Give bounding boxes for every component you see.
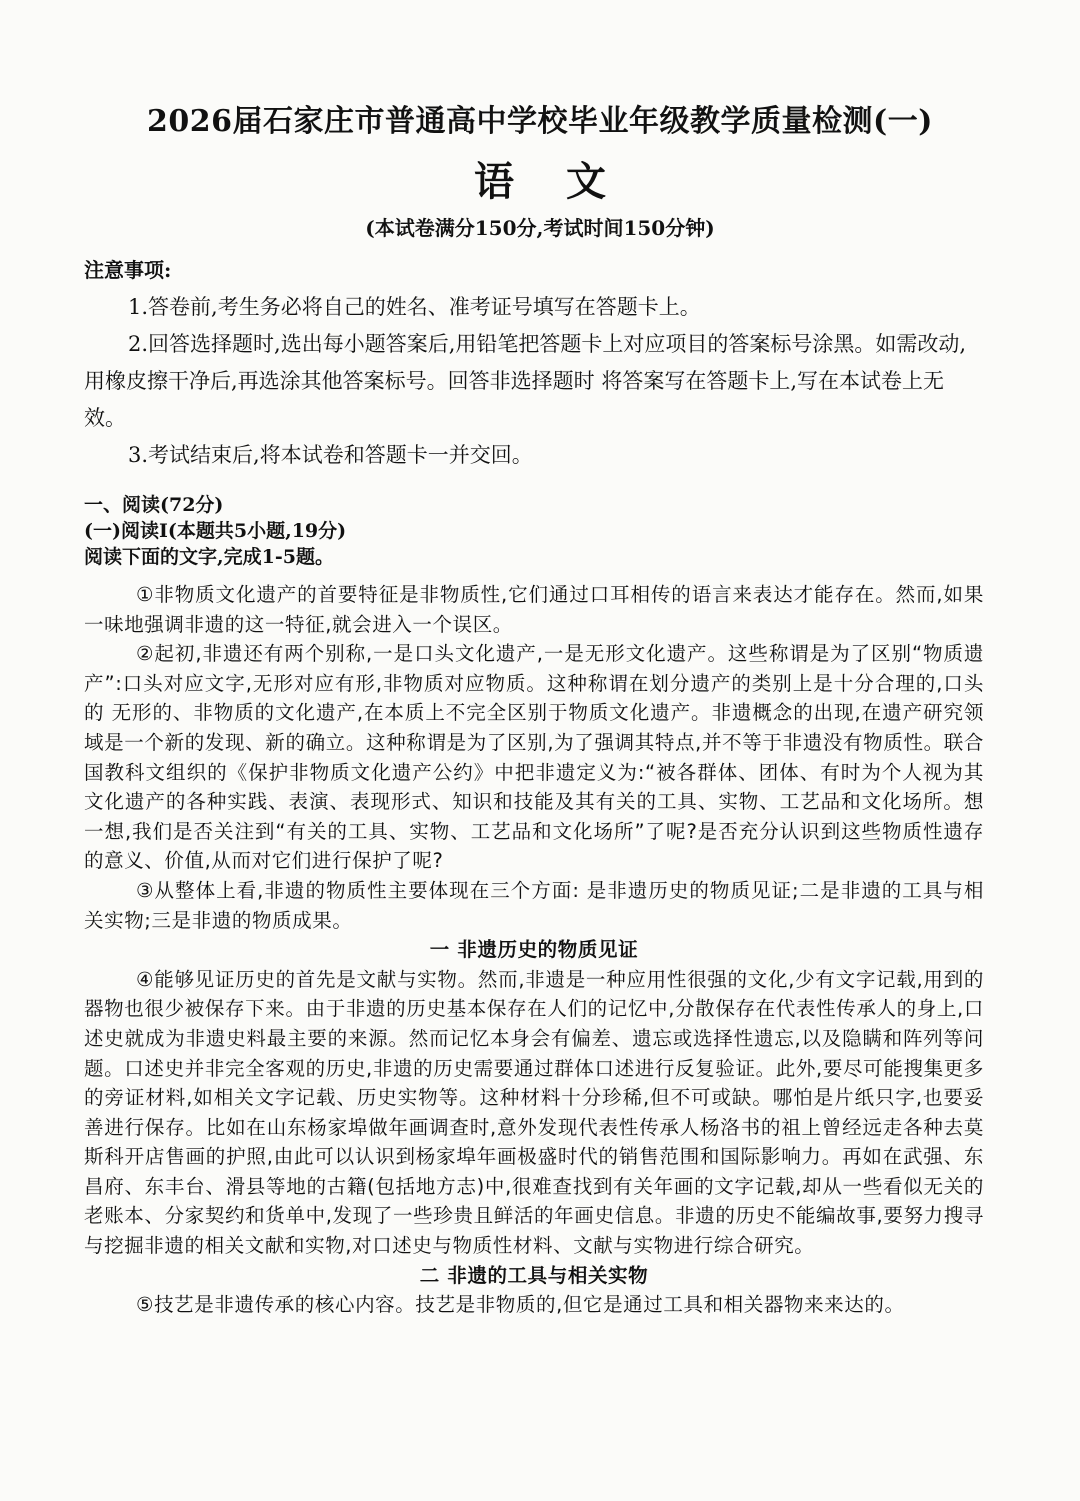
section-heading: 一、阅读(72分): [84, 494, 224, 516]
exam-title: 2026届石家庄市普通高中学校毕业年级教学质量检测(一): [147, 104, 933, 139]
paragraph-2: ②起初,非遗还有两个别称,一是口头文化遗产,一是无形文化遗产。这些称谓是为了区别“物质遗产”:口头对应文字,无形对应有形,非物质对应物质。这种称谓在划分遗产的类别上是十分合理的,口头的 无形的、非物质的文化遗产,在本质上不完全区别于物质文化遗产。非遗概念的出现,在遗产研究领域是一个新的发现、新的确立。这种称谓是为了区别,为了强调其特点,并不等于非遗没有物质性。联合国教科文组织的《保护非物质文化遗产公约》中把非遗定义为:“被各群体、团体、有时为个人视为其文化遗产的各种实践、表演、表现形式、知识和技能及其有关的工具、实物、工艺品和文化场所。想一想,我们是否关注到“有关的工具、实物、工艺品和文化场所”了呢?是否充分认识到这些物质性遗存的意义、价值,从而对它们进行保护了呢?: [84, 642, 984, 873]
exam-meta: (本试卷满分150分,考试时间150分钟): [365, 216, 715, 240]
paragraph-5: ⑤技艺是非遗传承的核心内容。技艺是非物质的,但它是通过工具和相关器物来来达的。: [136, 1293, 905, 1317]
subheading-2: 二 非遗的工具与相关实物: [419, 1263, 649, 1287]
paragraph-1: ①非物质文化遗产的首要特征是非物质性,它们通过口耳相传的语言来表达才能存在。然而,如果一味地强调非遗的这一特征,就会进入一个误区。: [84, 583, 984, 636]
paragraph-3: ③从整体上看,非遗的物质性主要体现在三个方面: 是非遗历史的物质见证;二是非遗的工具与相关实物;三是非遗的物质成果。: [84, 878, 984, 932]
notice-item: 1.答卷前,考生务必将自己的姓名、准考证号填写在答题卡上。: [128, 295, 701, 319]
subheading-1: 一 非遗历史的物质见证: [429, 938, 639, 962]
part-heading: (一)阅读Ⅰ(本题共5小题,19分): [84, 520, 347, 542]
reading-passage: [84, 580, 984, 1320]
paragraph-4: ④能够见证历史的首先是文献与实物。然而,非遗是一种应用性很强的文化,少有文字记载,用到的器物也很少被保存下来。由于非遗的历史基本保存在人们的记忆中,分散保存在代表性传承人的身上,口述史就成为非遗史料最主要的来源。然而记忆本身会有偏差、遗忘或选择性遗忘,以及隐瞒和阵列等问题。口述史并非完全客观的历史,非遗的历史需要通过群体口述进行反复验证。此外,要尽可能搜集更多的旁证材料,如相关文字记载、历史实物等。这种材料十分珍稀,但不可或缺。哪怕是片纸只字,也要妥善进行保存。比如在山东杨家埠做年画调查时,意外发现代表性传承人杨洛书的祖上曾经远走各种去莫斯科开店售画的护照,由此可以认识到杨家埠年画极盛时代的销售范围和国际影响力。再如在武强、东昌府、东丰台、滑县等地的古籍(包括地方志)中,很难查找到有关年画的文字记载,却从一些看似无关的老账本、分家契约和货单中,发现了一些珍贵且鲜活的年画史信息。非遗的历史不能编故事,要努力搜寻与挖掘非遗的相关文献和实物,对口述史与物质性材料、文献与实物进行综合研究。: [84, 967, 985, 1258]
notice-item: 2.回答选择题时,选出每小题答案后,用铅笔把答题卡上对应项目的答案标号涂黑。如需改动,用橡皮擦干净后,再选涂其他答案标号。回答非选择题时 将答案写在答题卡上,写在本试卷上无效。: [84, 332, 967, 430]
subject-title: 语文: [474, 158, 658, 205]
notice-heading: 注意事项:: [84, 258, 172, 282]
reading-header: [84, 492, 984, 570]
notice-item: 3.考试结束后,将本试卷和答题卡一并交回。: [128, 443, 533, 467]
reading-instruction: 阅读下面的文字,完成1-5题。: [84, 546, 334, 568]
notice-section: [84, 252, 984, 474]
